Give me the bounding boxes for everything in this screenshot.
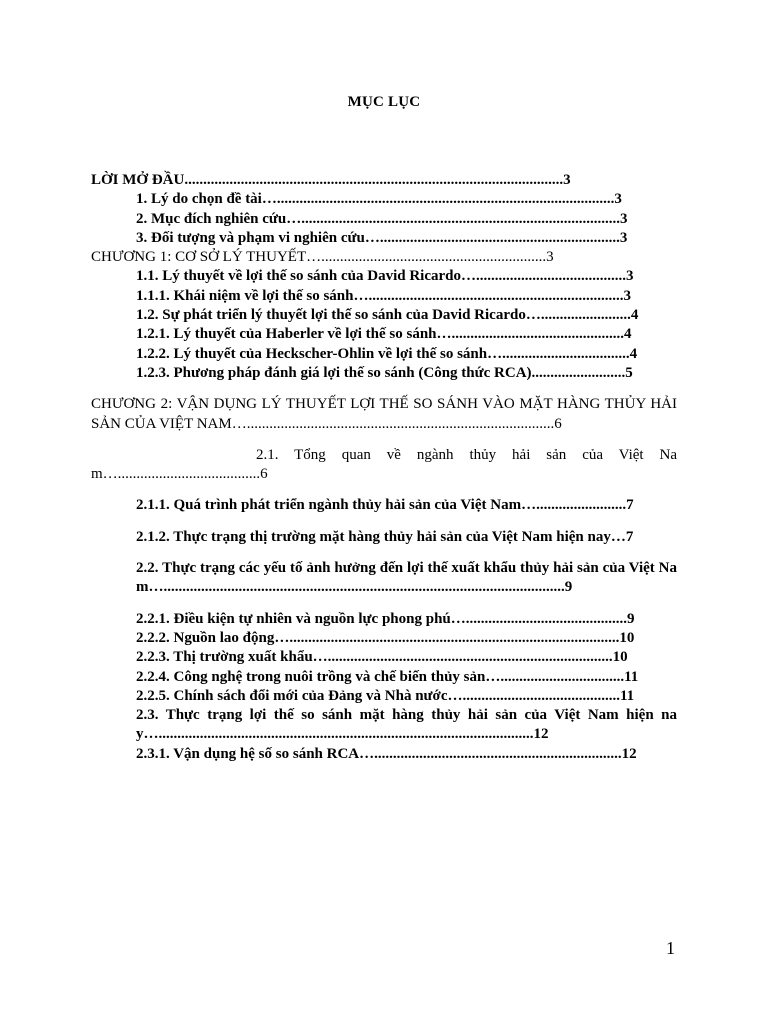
- page-number: 1: [666, 938, 675, 958]
- toc-entry-intro: LỜI MỞ ĐẦU.....................................................................................................3: [91, 172, 571, 188]
- toc-entry: 2.1.2. Thực trạng thị trường mặt hàng thủy hải sản của Việt Nam hiện nay…7: [136, 528, 634, 545]
- toc-entry: 3. Đối tượng và phạm vi nghiên cứu…................................................................3: [136, 229, 628, 246]
- toc-entry: 2.2. Thực trạng các yếu tố ảnh hưởng đến lợi thế xuất khẩu thủy hải sản của Việt Nam…...........................................................................................................9: [136, 560, 677, 596]
- toc-entry: 2.2.4. Công nghệ trong nuôi trồng và chế biến thủy sản….................................11: [136, 668, 639, 685]
- toc-entry: 2.2.2. Nguồn lao động…........................................................................................10: [136, 629, 635, 646]
- toc-entry: 2.1. Tổng quan về ngành thủy hải sản của Việt Nam…......................................6: [91, 446, 677, 483]
- toc-entry: 1.2. Sự phát triển lý thuyết lợi thế so sánh của David Ricardo…........................4: [136, 307, 639, 324]
- toc-entry: 2.3. Thực trạng lợi thế so sánh mặt hàng thủy hải sản của Việt Nam hiện nay…....................................................................................................12: [136, 707, 677, 743]
- toc-entry: 2.2.3. Thị trường xuất khẩu…............................................................................10: [136, 649, 628, 666]
- toc-entry: 1. Lý do chọn đề tài…..........................................................................................3: [136, 191, 622, 208]
- toc-entry: 1.2.3. Phương pháp đánh giá lợi thế so sánh (Công thức RCA).........................5: [136, 364, 633, 381]
- toc-entry-chapter-1: CHƯƠNG 1: CƠ SỞ LÝ THUYẾT…............................................................3: [91, 249, 554, 266]
- toc-entry: 2. Mục đích nghiên cứu….....................................................................................3: [136, 210, 628, 227]
- toc-entry: 1.2.1. Lý thuyết của Haberler về lợi thế so sánh…..............................................4: [136, 326, 632, 343]
- toc-entry: 2.2.5. Chính sách đổi mới của Đảng và Nhà nước…..........................................11: [136, 687, 635, 704]
- table-of-contents: [91, 171, 677, 764]
- toc-entry: 1.1. Lý thuyết về lợi thế so sánh của David Ricardo…........................................3: [136, 268, 634, 285]
- toc-entry: 2.3.1. Vận dụng hệ số so sánh RCA…..................................................................12: [136, 745, 637, 762]
- page-title: MỤC LỤC: [347, 94, 421, 110]
- toc-entry: 2.2.1. Điều kiện tự nhiên và nguồn lực phong phú…...........................................9: [136, 610, 635, 627]
- toc-entry: 1.2.2. Lý thuyết của Heckscher-Ohlin về lợi thế so sánh…..................................4: [136, 345, 638, 362]
- toc-entry: 1.1.1. Khái niệm về lợi thế so sánh…....................................................................3: [136, 287, 631, 304]
- toc-entry: 2.1.1. Quá trình phát triển ngành thủy hải sản của Việt Nam…........................7: [136, 497, 634, 514]
- toc-entry-chapter-2: CHƯƠNG 2: VẬN DỤNG LÝ THUYẾT LỢI THẾ SO SÁNH VÀO MẶT HÀNG THỦY HẢI SẢN CỦA VIỆT NAM…..................................................................................6: [91, 396, 677, 432]
